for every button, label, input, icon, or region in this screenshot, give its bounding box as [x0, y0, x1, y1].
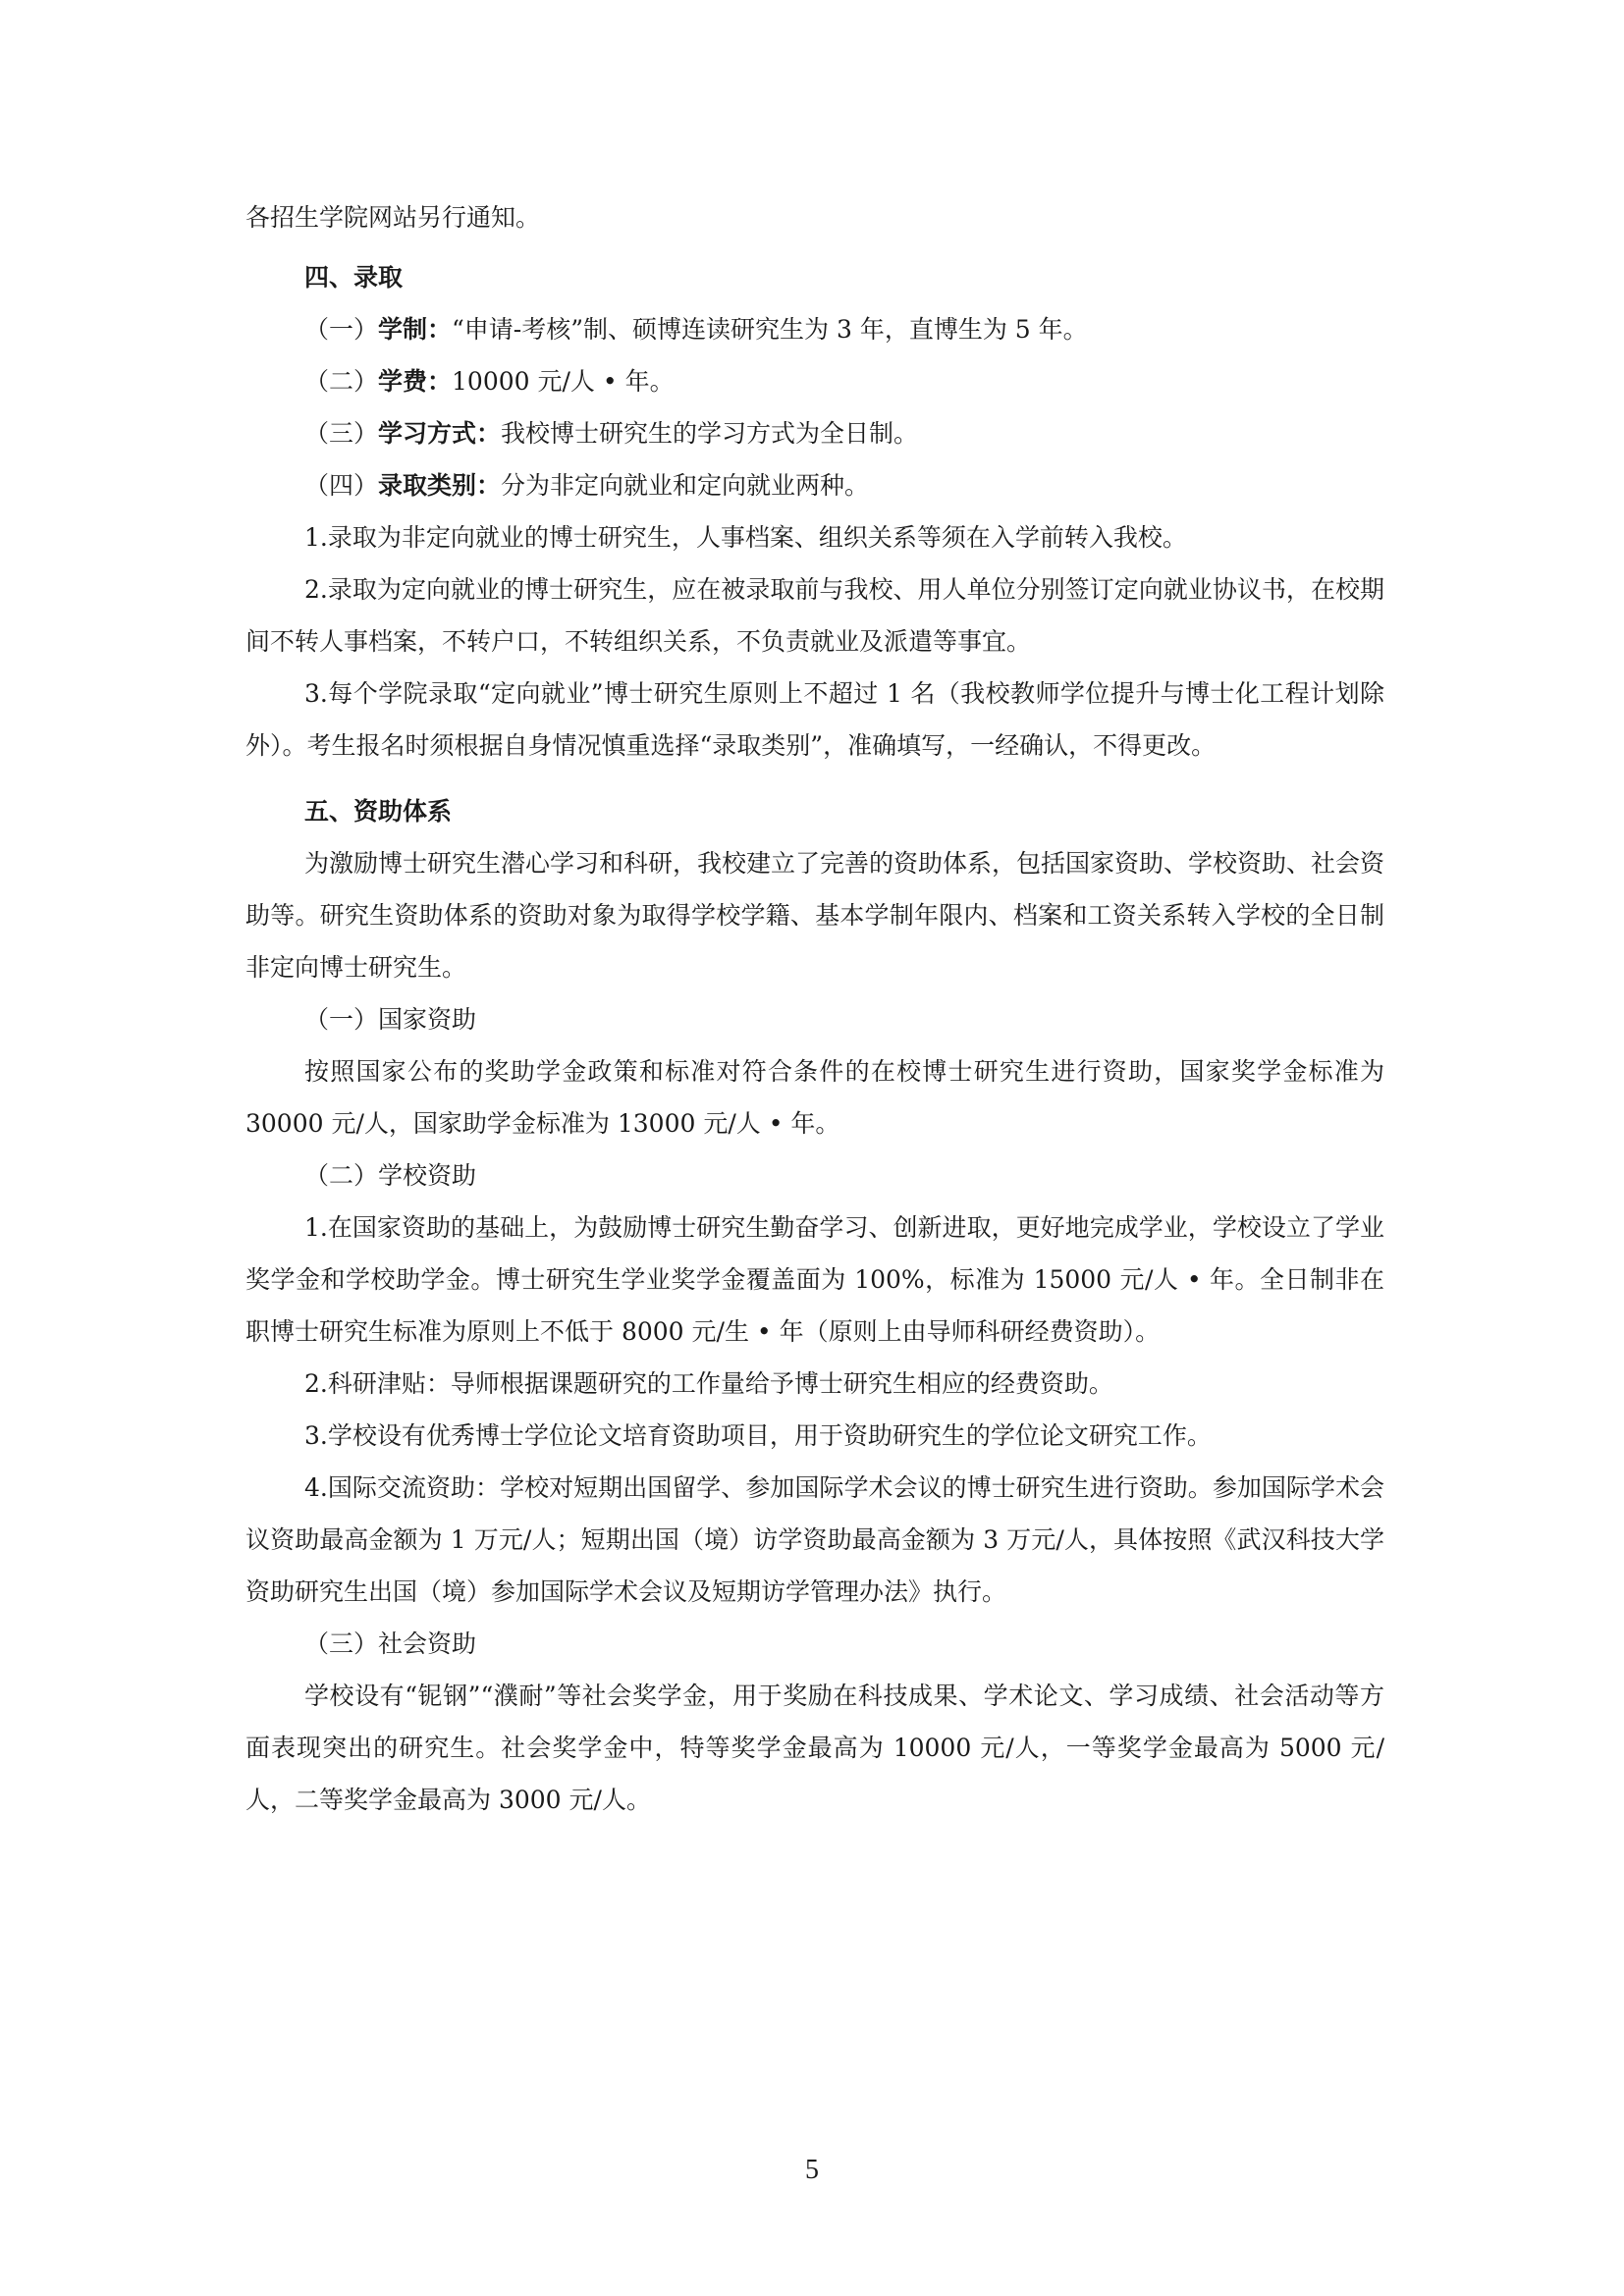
social-funding-text: 学校设有“铌钢”“濮耐”等社会奖学金，用于奖励在科技成果、学术论文、学习成绩、社会活动等方面表现突出的研究生。社会奖学金中，特等奖学金最高为 10000 元/人，一等奖学金最高为 5000 元/人，二等奖学金最高为 3000 元/人。 — [245, 1682, 1384, 1814]
document-page — [245, 191, 1384, 1826]
intro-paragraph: 各招生学院网站另行通知。 — [245, 203, 541, 232]
item-text: 分为非定向就业和定向就业两种。 — [501, 471, 870, 500]
item-prefix: （三） — [304, 419, 379, 448]
item-text: “申请-考核”制、硕博连读研究生为 3 年，直博生为 5 年。 — [452, 315, 1088, 344]
section-4-heading: 四、录取 — [304, 263, 404, 292]
admission-point-1: 1.录取为非定向就业的博士研究生，人事档案、组织关系等须在入学前转入我校。 — [304, 523, 1187, 552]
item-label: 录取类别： — [378, 471, 502, 500]
item-label: 学习方式： — [378, 419, 502, 448]
school-funding-point-4: 4.国际交流资助：学校对短期出国留学、参加国际学术会议的博士研究生进行资助。参加国际学术会议资助最高金额为 1 万元/人；短期出国（境）访学资助最高金额为 3 万元/人，具体按照《武汉科技大学资助研究生出国（境）参加国际学术会议及短期访学管理办法》执行。 — [245, 1473, 1384, 1606]
school-funding-point-3: 3.学校设有优秀博士学位论文培育资助项目，用于资助研究生的学位论文研究工作。 — [304, 1421, 1212, 1450]
item-prefix: （二） — [304, 367, 379, 396]
admission-item-schooling — [245, 303, 1384, 355]
admission-point-2: 2.录取为定向就业的博士研究生，应在被录取前与我校、用人单位分别签订定向就业协议书，在校期间不转人事档案，不转户口，不转组织关系，不负责就业及派遣等事宜。 — [245, 575, 1384, 656]
admission-item-tuition — [245, 355, 1384, 407]
item-text: 10000 元/人 • 年。 — [452, 367, 675, 396]
school-funding-point-2: 2.科研津贴：导师根据课题研究的工作量给予博士研究生相应的经费资助。 — [304, 1369, 1113, 1398]
page-number: 5 — [805, 2155, 819, 2185]
admission-item-study-mode — [245, 407, 1384, 459]
item-label: 学制： — [378, 315, 453, 344]
section-5-heading: 五、资助体系 — [304, 797, 453, 826]
item-label: 学费： — [378, 367, 453, 396]
national-funding-text: 按照国家公布的奖助学金政策和标准对符合条件的在校博士研究生进行资助，国家奖学金标准为 30000 元/人，国家助学金标准为 13000 元/人 • 年。 — [245, 1057, 1384, 1138]
item-text: 我校博士研究生的学习方式为全日制。 — [501, 419, 919, 448]
social-funding-title: （三）社会资助 — [304, 1629, 477, 1658]
funding-intro: 为激励博士研究生潜心学习和科研，我校建立了完善的资助体系，包括国家资助、学校资助、社会资助等。研究生资助体系的资助对象为取得学校学籍、基本学制年限内、档案和工资关系转入学校的全日制非定向博士研究生。 — [245, 849, 1385, 982]
school-funding-point-1: 1.在国家资助的基础上，为鼓励博士研究生勤奋学习、创新进取，更好地完成学业，学校设立了学业奖学金和学校助学金。博士研究生学业奖学金覆盖面为 100%，标准为 15000 元/人 • 年。全日制非在职博士研究生标准为原则上不低于 8000 元/生 • 年（原则上由导师科研经费资助）。 — [245, 1213, 1384, 1346]
school-funding-title: （二）学校资助 — [304, 1161, 477, 1190]
item-prefix: （四） — [304, 471, 379, 500]
admission-point-3: 3.每个学院录取“定向就业”博士研究生原则上不超过 1 名（我校教师学位提升与博士化工程计划除外）。考生报名时须根据自身情况慎重选择“录取类别”，准确填写，一经确认，不得更改。 — [245, 679, 1384, 760]
admission-item-category — [245, 459, 1384, 511]
national-funding-title: （一）国家资助 — [304, 1005, 477, 1034]
item-prefix: （一） — [304, 315, 379, 344]
